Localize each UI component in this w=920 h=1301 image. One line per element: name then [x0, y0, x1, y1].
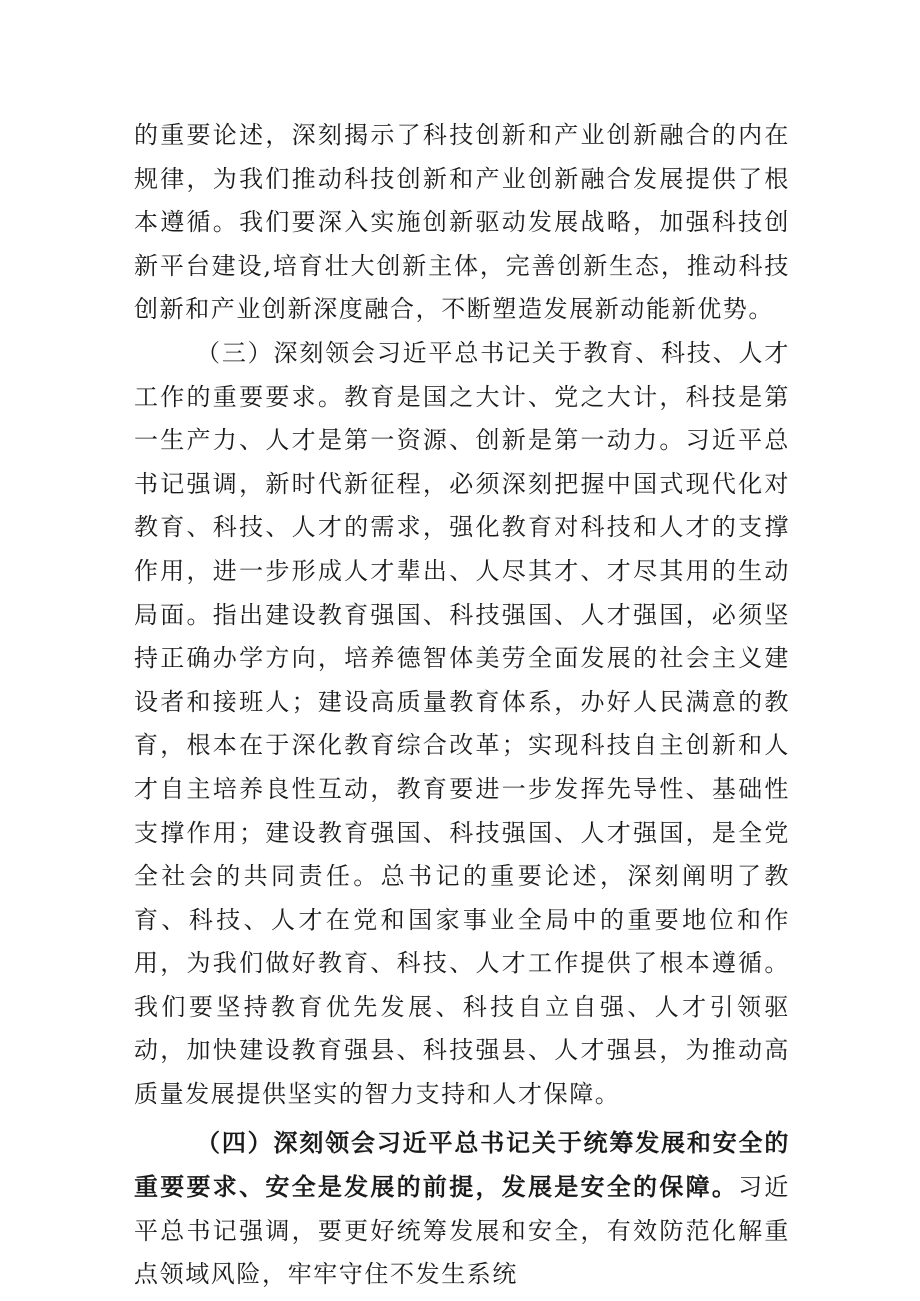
document-body: [134, 114, 790, 1297]
paragraph-section-four: [134, 1121, 790, 1297]
paragraph-section-three: （三）深刻领会习近平总书记关于教育、科技、人才工作的重要要求。教育是国之大计、党之大计，科技是第一生产力、人才是第一资源、创新是第一动力。习近平总书记强调，新时代新征程，必须深刻把握中国式现代化对教育、科技、人才的需求，强化教育对科技和人才的支撑作用，进一步形成人才辈出、人尽其才、才尽其用的生动局面。指出建设教育强国、科技强国、人才强国，必须坚持正确办学方向，培养德智体美劳全面发展的社会主义建设者和接班人；建设高质量教育体系，办好人民满意的教育，根本在于深化教育综合改革；实现科技自主创新和人才自主培养良性互动，教育要进一步发挥先导性、基础性支撑作用；建设教育强国、科技强国、人才强国，是全党全社会的共同责任。总书记的重要论述，深刻阐明了教育、科技、人才在党和国家事业全局中的重要地位和作用，为我们做好教育、科技、人才工作提供了根本遵循。我们要坚持教育优先发展、科技自立自强、人才引领驱动，加快建设教育强县、科技强县、人才强县，为推动高质量发展提供坚实的智力支持和人才保障。: [134, 338, 790, 1109]
paragraph-continuation: 的重要论述，深刻揭示了科技创新和产业创新融合的内在规律，为我们推动科技创新和产业创新融合发展提供了根本遵循。我们要深入实施创新驱动发展战略，加强科技创新平台建设,培育壮大创新主体，完善创新生态，推动科技创新和产业创新深度融合，不断塑造发展新动能新优势。: [134, 121, 790, 324]
section-four-heading: （四）深刻领会习近平总书记关于统筹发展和安全的重要要求、安全是发展的前提，发展是安全的保障。: [134, 1127, 790, 1202]
section-four-body: 习近平总书记强调，要更好统筹发展和安全，有效防范化解重点领域风险，牢牢守住不发生系统: [134, 1173, 790, 1289]
